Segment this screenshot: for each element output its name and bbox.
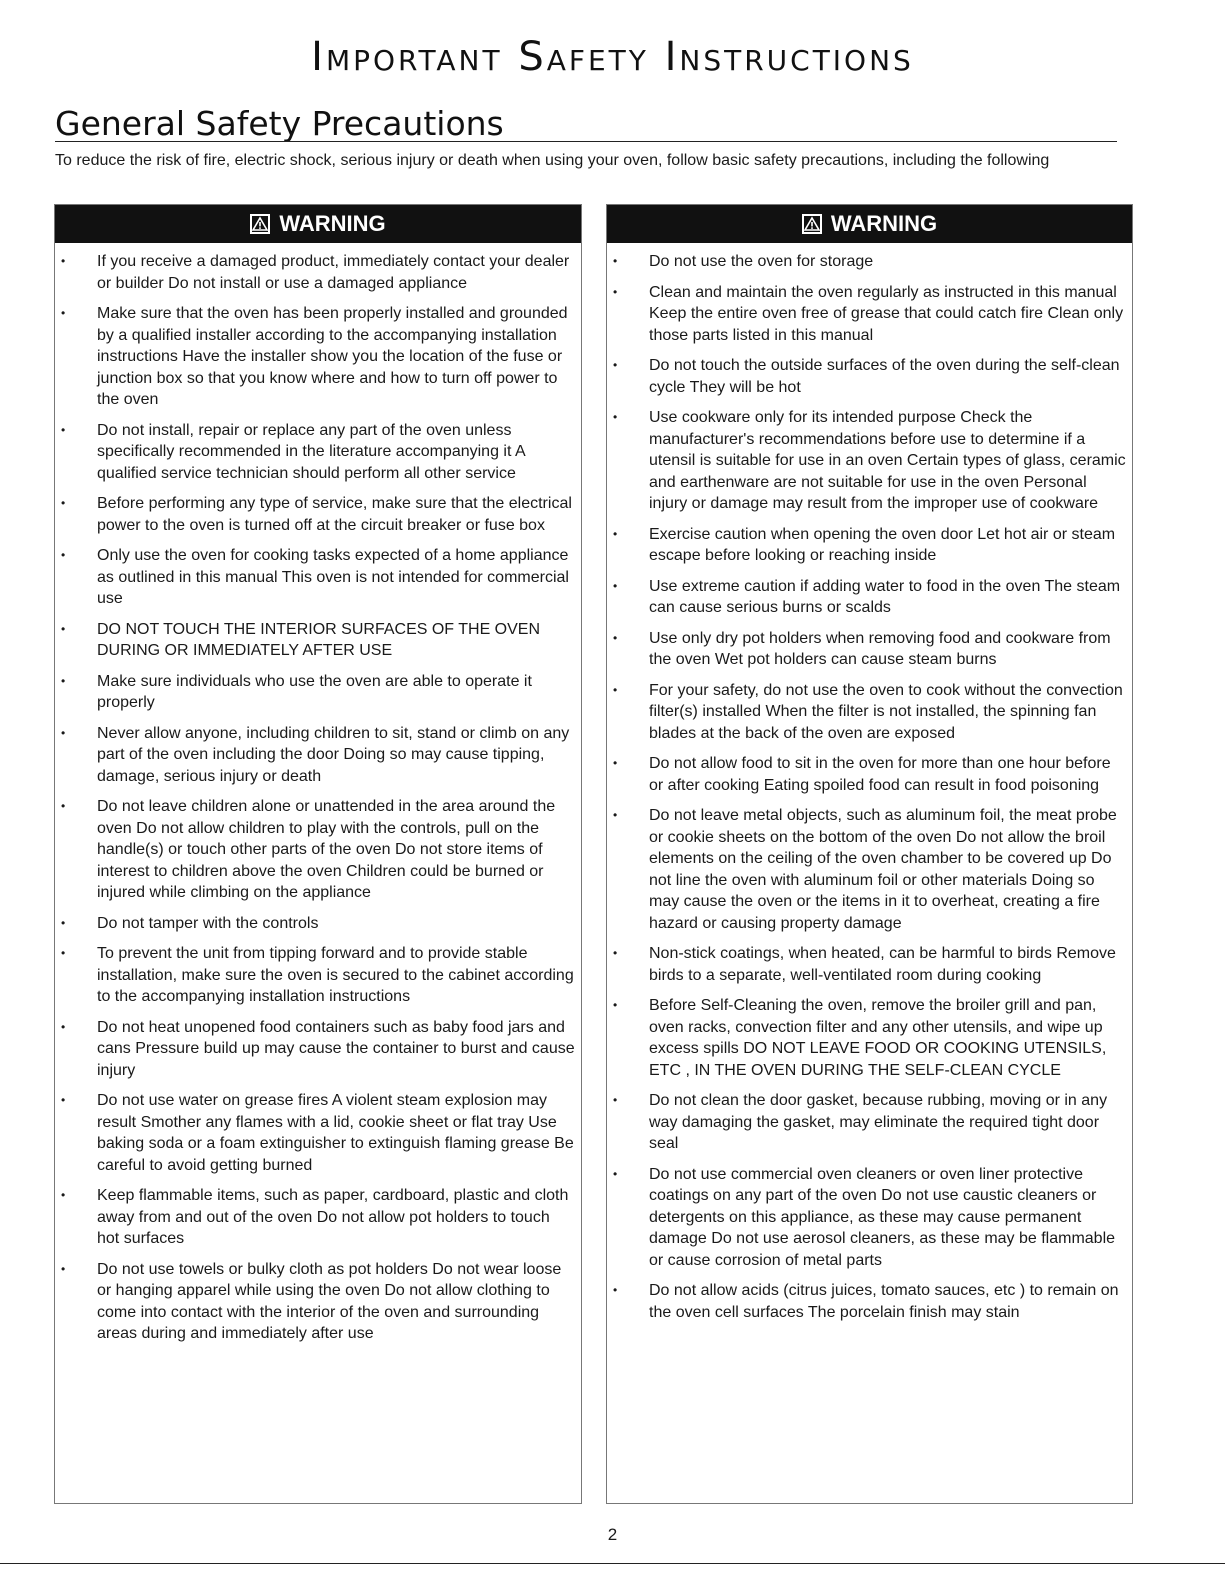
warning-item: • Do not use towels or bulky cloth as pot holders Do not wear loose or hanging apparel while using the oven Do not allow clothing to come into contact with the interior of the oven and surrounding areas during and immediately after use xyxy=(55,1259,575,1345)
warning-item: • Use extreme caution if adding water to food in the oven The steam can cause serious burns or scalds xyxy=(607,576,1126,619)
warning-item: • Clean and maintain the oven regularly as instructed in this manual Keep the entire oven free of grease that could catch fire Clean only those parts listed in this manual xyxy=(607,282,1126,347)
warning-item: • Before performing any type of service, make sure that the electrical power to the oven is turned off at the circuit breaker or fuse box xyxy=(55,493,575,536)
warning-header xyxy=(55,205,581,243)
warning-item: • Do not allow food to sit in the oven for more than one hour before or after cooking Eating spoiled food can result in food poisoning xyxy=(607,753,1126,796)
intro-text: To reduce the risk of fire, electric shock, serious injury or death when using your oven, follow basic safety precautions, including the following xyxy=(55,152,1050,169)
section-rule xyxy=(55,141,1117,142)
warning-item: • Do not touch the outside surfaces of the oven during the self-clean cycle They will be hot xyxy=(607,355,1126,398)
warning-item: • Do not use commercial oven cleaners or oven liner protective coatings on any part of the oven Do not use caustic cleaners or detergents on this appliance, as these may cause permanent damage Do not use aerosol cleaners, as these may be flammable or cause corrosion of metal parts xyxy=(607,1164,1126,1272)
right-warning-panel xyxy=(606,204,1133,1504)
warning-item: • Do not clean the door gasket, because rubbing, moving or in any way damaging the gasket, may eliminate the required tight door seal xyxy=(607,1090,1126,1155)
page-number: 2 xyxy=(607,1525,618,1544)
left-warning-list xyxy=(55,243,581,1345)
section-title: General Safety Precautions xyxy=(55,104,504,143)
warning-item: • Do not use the oven for storage xyxy=(607,251,1126,273)
warning-item: • Do not allow acids (citrus juices, tomato sauces, etc ) to remain on the oven cell surfaces The porcelain finish may stain xyxy=(607,1280,1126,1323)
bottom-rule xyxy=(0,1563,1225,1564)
warning-item: • Only use the oven for cooking tasks expected of a home appliance as outlined in this manual This oven is not intended for commercial use xyxy=(55,545,575,610)
warning-item: • Do not install, repair or replace any part of the oven unless specifically recommended in the literature accompanying it A qualified service technician should perform all other service xyxy=(55,420,575,485)
warning-item: • For your safety, do not use the oven to cook without the convection filter(s) installed When the filter is not installed, the spinning fan blades at the back of the oven are exposed xyxy=(607,680,1126,745)
warning-item: • Exercise caution when opening the oven door Let hot air or steam escape before looking or reaching inside xyxy=(607,524,1126,567)
warning-item: • DO NOT TOUCH THE INTERIOR SURFACES OF THE OVEN DURING OR IMMEDIATELY AFTER USE xyxy=(55,619,575,662)
warning-label: WARNING xyxy=(279,211,386,236)
warning-item: • Use only dry pot holders when removing food and cookware from the oven Wet pot holders can cause steam burns xyxy=(607,628,1126,671)
warning-item: • Make sure that the oven has been properly installed and grounded by a qualified installer according to the accompanying installation instructions Have the installer show you the location of the fuse or junction box so that you know where and how to turn off power to the oven xyxy=(55,303,575,411)
warning-item: • Non-stick coatings, when heated, can be harmful to birds Remove birds to a separate, well-ventilated room during cooking xyxy=(607,943,1126,986)
warning-item: • Do not use water on grease fires A violent steam explosion may result Smother any flames with a lid, cookie sheet or flat tray Use baking soda or a foam extinguisher to extinguish flaming grease Be careful to avoid getting burned xyxy=(55,1090,575,1176)
warning-label: WARNING xyxy=(830,211,938,236)
right-warning-list xyxy=(607,243,1132,1323)
warning-item: • To prevent the unit from tipping forward and to provide stable installation, make sure the oven is secured to the cabinet according to the accompanying installation instructions xyxy=(55,943,575,1008)
warning-item: • If you receive a damaged product, immediately contact your dealer or builder Do not install or use a damaged appliance xyxy=(55,251,575,294)
warning-triangle-icon xyxy=(250,214,270,234)
warning-item: • Do not tamper with the controls xyxy=(55,913,575,935)
warning-item: • Use cookware only for its intended purpose Check the manufacturer's recommendations before use to determine if a utensil is suitable for use in an oven Certain types of glass, ceramic and earthenware are not suitable for use in the oven Personal injury or damage may result from the improper use of cookware xyxy=(607,407,1126,515)
warning-item: • Before Self-Cleaning the oven, remove the broiler grill and pan, oven racks, convection filter and any other utensils, and wipe up excess spills DO NOT LEAVE FOOD OR COOKING UTENSILS, ETC , IN THE OVEN DURING THE SELF-CLEAN CYCLE xyxy=(607,995,1126,1081)
page-title: Important Safety Instructions xyxy=(311,34,914,80)
warning-item: • Keep flammable items, such as paper, cardboard, plastic and cloth away from and out of the oven Do not allow pot holders to touch hot surfaces xyxy=(55,1185,575,1250)
warning-item: • Never allow anyone, including children to sit, stand or climb on any part of the oven including the door Doing so may cause tipping, damage, serious injury or death xyxy=(55,723,575,788)
warning-item: • Do not leave children alone or unattended in the area around the oven Do not allow children to play with the controls, pull on the handle(s) or touch other parts of the oven Do not store items of interest to children above the oven Children could be burned or injured while climbing on the appliance xyxy=(55,796,575,904)
warning-item: • Do not leave metal objects, such as aluminum foil, the meat probe or cookie sheets on the bottom of the oven Do not allow the broil elements on the ceiling of the oven chamber to be covered up Do not line the oven with aluminum foil or other materials Doing so may cause the oven or the items in it to overheat, creating a fire hazard or causing property damage xyxy=(607,805,1126,934)
warning-header xyxy=(607,205,1132,243)
warning-item: • Do not heat unopened food containers such as baby food jars and cans Pressure build up may cause the container to burst and cause injury xyxy=(55,1017,575,1082)
warning-item: • Make sure individuals who use the oven are able to operate it properly xyxy=(55,671,575,714)
warning-triangle-icon xyxy=(802,214,822,234)
left-warning-panel xyxy=(54,204,582,1504)
